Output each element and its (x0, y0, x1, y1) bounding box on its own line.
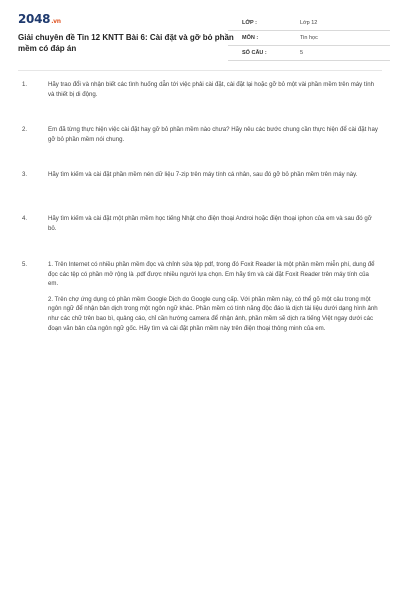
question-text: Hãy tìm kiếm và cài đặt một phần mềm học tiếng Nhật cho điện thoại Androi hoặc điện thoại iphon của em và sau đó gỡ bỏ. (48, 215, 372, 232)
header-divider (18, 70, 382, 71)
site-logo[interactable] (18, 12, 61, 26)
question-number: 3. (22, 171, 28, 178)
meta-label-question-count: SỐ CÂU : (242, 50, 267, 56)
question-body (48, 125, 378, 150)
question-text: Em đã từng thực hiện việc cài đặt hay gỡ bỏ phần mềm nào chưa? Hãy nêu các bước chung cần thực hiện để cài đặt hay gỡ bỏ phần mềm nói chung. (48, 126, 378, 143)
question-text: Hãy trao đổi và nhận biết các tình huống dẫn tới việc phải cài đặt, cài đặt lại hoặc gỡ bỏ một vài phần mềm trên máy tính và thiết bị di động. (48, 81, 375, 98)
question-number: 2. (22, 126, 28, 133)
question-number: 5. (22, 261, 28, 268)
meta-value-grade: Lớp 12 (300, 20, 318, 26)
document-meta-table (228, 16, 390, 61)
meta-label-subject: MÔN : (242, 35, 259, 41)
question-subpart-2: 2. Trên chợ ứng dụng có phần mềm Google Dịch do Google cung cấp. Với phần mềm này, có thể gõ một câu trong một ngôn ngữ để nhận bản dịch trong một ngôn ngữ khác. Phần mềm có tính năng độc đáo là dịch tài liệu dưới dạng hình ảnh như các chữ trên bao bì, quảng cáo, chỉ cần hướng camera để nhận ảnh, phần mềm sẽ dịch ra tiếng Việt ngay dưới các đoạn văn bản của ngôn ngữ gốc. Hãy tìm và cài đặt phần mềm này trên điện thoại thông minh của em. (48, 295, 378, 332)
meta-row-subject (228, 31, 390, 46)
meta-row-question-count (228, 46, 390, 61)
question-number: 4. (22, 215, 28, 222)
question-body (48, 214, 378, 239)
question-body (48, 80, 378, 105)
question-subpart-1: 1. Trên Internet có nhiều phần mềm đọc và chỉnh sửa tệp pdf, trong đó Foxit Reader là một phần mềm miễn phí, dung để đọc các tệp có phần mở rộng là .pdf được nhiều người lựa chọn. Em hãy tìm và cài đặt Foxit Reader trên máy tính của em. (48, 261, 375, 288)
meta-value-question-count: 5 (300, 50, 304, 56)
logo-main-text: 2048 (18, 12, 51, 26)
document-title: Giải chuyên đề Tin 12 KNTT Bài 6: Cài đặt và gỡ bỏ phần mềm có đáp án (18, 33, 234, 53)
question-body (48, 260, 378, 339)
meta-row-grade (228, 16, 390, 31)
question-text: Hãy tìm kiếm và cài đặt phần mềm nén dữ liệu 7-zip trên máy tính cá nhân, sau đó gỡ bỏ phần mềm trên máy này. (48, 171, 358, 178)
meta-value-subject: Tin học (300, 35, 318, 41)
meta-label-grade: LỚP : (242, 20, 257, 26)
logo-suffix-text: .vn (51, 18, 61, 25)
question-number: 1. (22, 81, 28, 88)
document-header (18, 12, 390, 72)
question-body (48, 170, 378, 186)
